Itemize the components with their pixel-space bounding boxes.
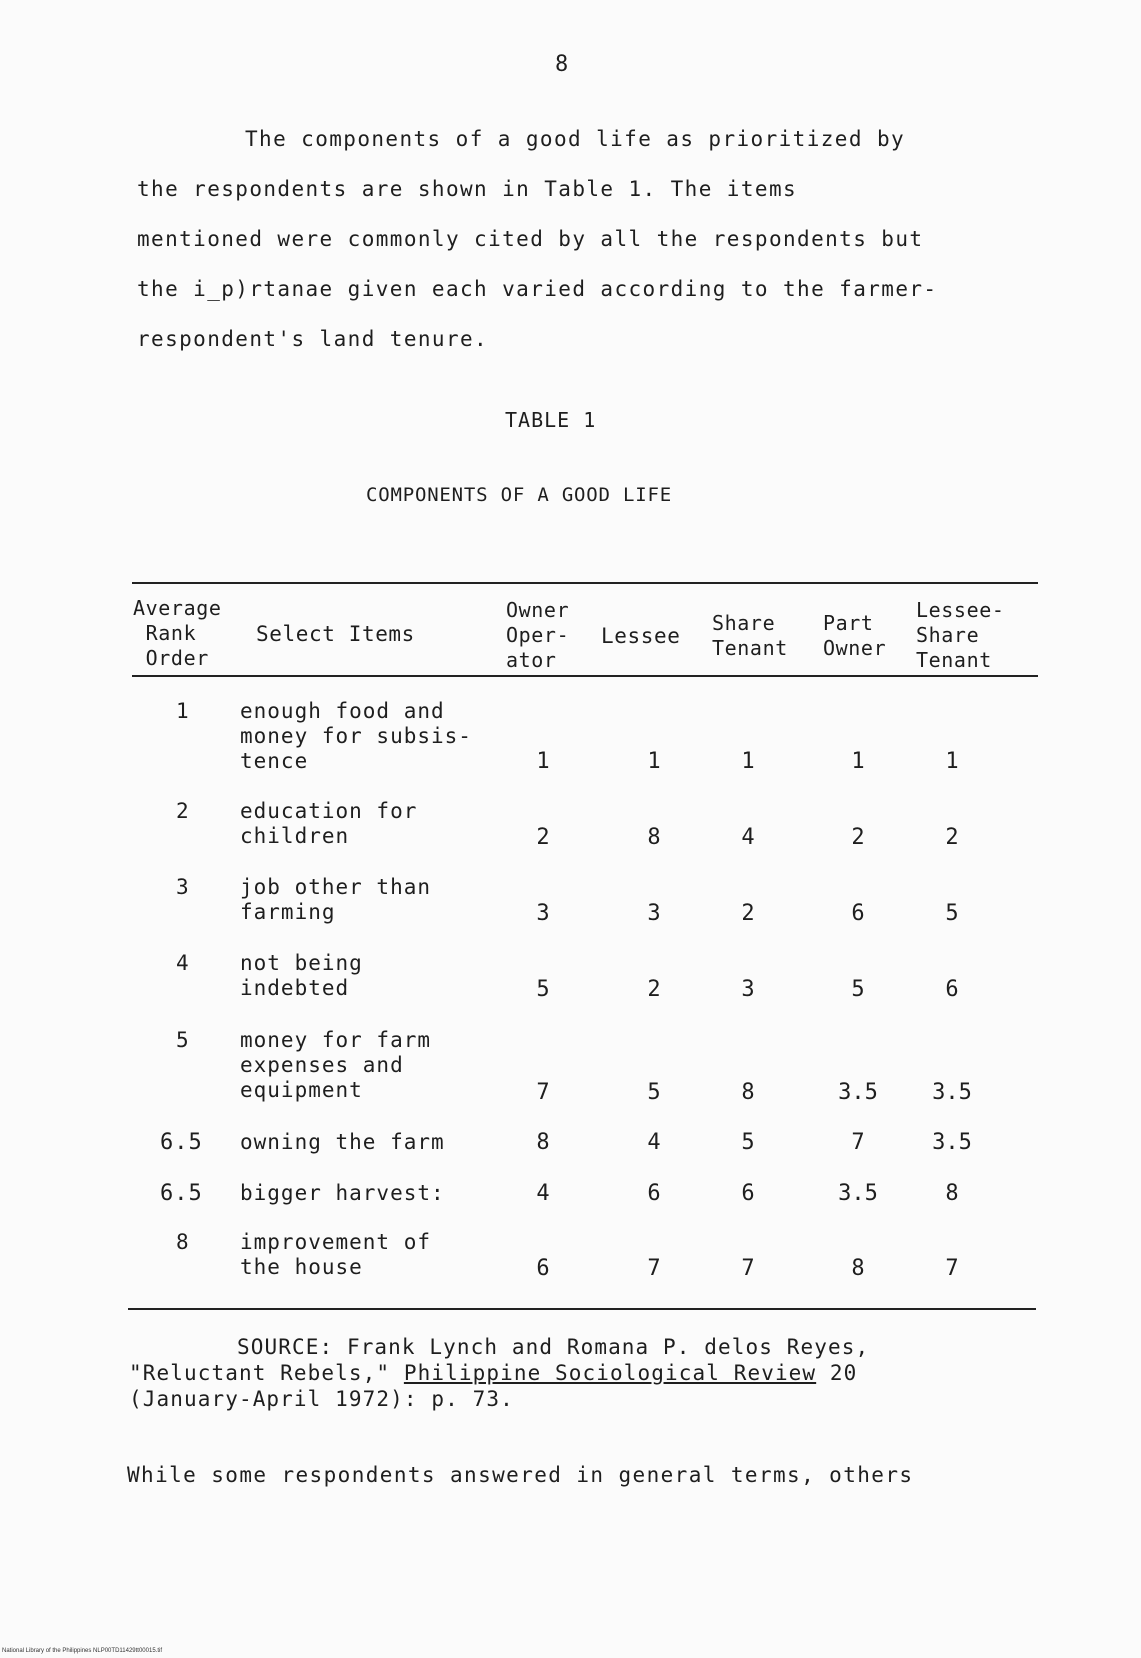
item-cell: not being indebted xyxy=(240,951,363,1000)
rank-cell: 6.5 xyxy=(160,1181,203,1206)
value-share-tenant: 5 xyxy=(741,1130,755,1155)
value-part-owner: 3.5 xyxy=(838,1181,878,1206)
value-part-owner: 1 xyxy=(851,749,865,774)
value-part-owner: 2 xyxy=(851,825,865,850)
value-part-owner: 3.5 xyxy=(838,1080,878,1105)
item-cell: job other than farming xyxy=(240,875,432,924)
header-share-tenant: Share Tenant xyxy=(712,611,788,660)
value-lessee-share-tenant: 3.5 xyxy=(932,1130,972,1155)
rank-cell: 8 xyxy=(176,1230,190,1254)
table-title: COMPONENTS OF A GOOD LIFE xyxy=(366,484,672,506)
paragraph-line: the i_p)rtanae given each varied according to the farmer- xyxy=(137,277,938,301)
value-lessee-share-tenant: 8 xyxy=(945,1181,959,1206)
rank-cell: 4 xyxy=(176,951,190,975)
value-part-owner: 7 xyxy=(851,1130,865,1155)
paragraph-line: mentioned were commonly cited by all the respondents but xyxy=(137,227,924,251)
paragraph-line: the respondents are shown in Table 1. The items xyxy=(137,177,798,201)
value-owner-operator: 6 xyxy=(536,1256,550,1281)
item-cell: enough food and money for subsis- tence xyxy=(240,699,472,773)
value-part-owner: 5 xyxy=(851,977,865,1002)
value-owner-operator: 5 xyxy=(536,977,550,1002)
value-owner-operator: 3 xyxy=(536,901,550,926)
value-lessee-share-tenant: 1 xyxy=(945,749,959,774)
source-prefix: "Reluctant Rebels," xyxy=(129,1361,404,1385)
value-lessee: 4 xyxy=(647,1130,661,1155)
item-cell: owning the farm xyxy=(240,1130,445,1154)
value-owner-operator: 8 xyxy=(536,1130,550,1155)
header-average-rank-order: Average Rank Order xyxy=(133,596,222,670)
value-lessee: 8 xyxy=(647,825,661,850)
rank-cell: 6.5 xyxy=(160,1130,203,1155)
source-line: (January-April 1972): p. 73. xyxy=(129,1387,514,1411)
value-part-owner: 6 xyxy=(851,901,865,926)
value-lessee: 2 xyxy=(647,977,661,1002)
paragraph-line: respondent's land tenure. xyxy=(137,327,489,351)
value-share-tenant: 7 xyxy=(741,1256,755,1281)
header-select-items: Select Items xyxy=(256,622,415,646)
value-lessee-share-tenant: 2 xyxy=(945,825,959,850)
value-share-tenant: 4 xyxy=(741,825,755,850)
value-lessee: 3 xyxy=(647,901,661,926)
value-share-tenant: 2 xyxy=(741,901,755,926)
table-top-rule xyxy=(132,582,1038,584)
value-share-tenant: 6 xyxy=(741,1181,755,1206)
header-part-owner: Part Owner xyxy=(823,611,887,660)
item-cell: education for children xyxy=(240,799,418,848)
table-header-rule xyxy=(132,675,1038,677)
value-share-tenant: 3 xyxy=(741,977,755,1002)
paragraph-line: The components of a good life as prioritized by xyxy=(245,127,906,151)
item-cell: bigger harvest: xyxy=(240,1181,445,1205)
table-label: TABLE 1 xyxy=(505,408,597,432)
value-lessee: 6 xyxy=(647,1181,661,1206)
header-lessee: Lessee xyxy=(601,624,681,648)
closing-line: While some respondents answered in general terms, others xyxy=(127,1463,914,1487)
value-part-owner: 8 xyxy=(851,1256,865,1281)
item-cell: money for farm expenses and equipment xyxy=(240,1028,432,1102)
table-bottom-rule xyxy=(128,1308,1036,1310)
header-owner-operator: Owner Oper- ator xyxy=(506,598,570,672)
value-owner-operator: 1 xyxy=(536,749,550,774)
value-share-tenant: 1 xyxy=(741,749,755,774)
value-lessee: 5 xyxy=(647,1080,661,1105)
page-number: 8 xyxy=(555,52,569,77)
value-lessee-share-tenant: 5 xyxy=(945,901,959,926)
value-lessee-share-tenant: 6 xyxy=(945,977,959,1002)
value-owner-operator: 7 xyxy=(536,1080,550,1105)
rank-cell: 5 xyxy=(176,1028,190,1052)
value-owner-operator: 4 xyxy=(536,1181,550,1206)
source-line: SOURCE: Frank Lynch and Romana P. delos Reyes, xyxy=(237,1335,870,1359)
rank-cell: 3 xyxy=(176,875,190,899)
rank-cell: 2 xyxy=(176,799,190,823)
value-lessee-share-tenant: 3.5 xyxy=(932,1080,972,1105)
value-share-tenant: 8 xyxy=(741,1080,755,1105)
item-cell: improvement of the house xyxy=(240,1230,432,1279)
value-lessee-share-tenant: 7 xyxy=(945,1256,959,1281)
header-lessee-share-tenant: Lessee- Share Tenant xyxy=(916,598,1005,672)
rank-cell: 1 xyxy=(176,699,190,723)
scan-footer: National Library of the Philippines NLP00TD11429tt00015.tif xyxy=(2,1648,162,1654)
source-suffix: 20 xyxy=(816,1361,858,1385)
value-lessee: 1 xyxy=(647,749,661,774)
value-lessee: 7 xyxy=(647,1256,661,1281)
source-line xyxy=(129,1360,857,1386)
value-owner-operator: 2 xyxy=(536,825,550,850)
source-journal-title: Philippine Sociological Review xyxy=(403,1361,817,1385)
